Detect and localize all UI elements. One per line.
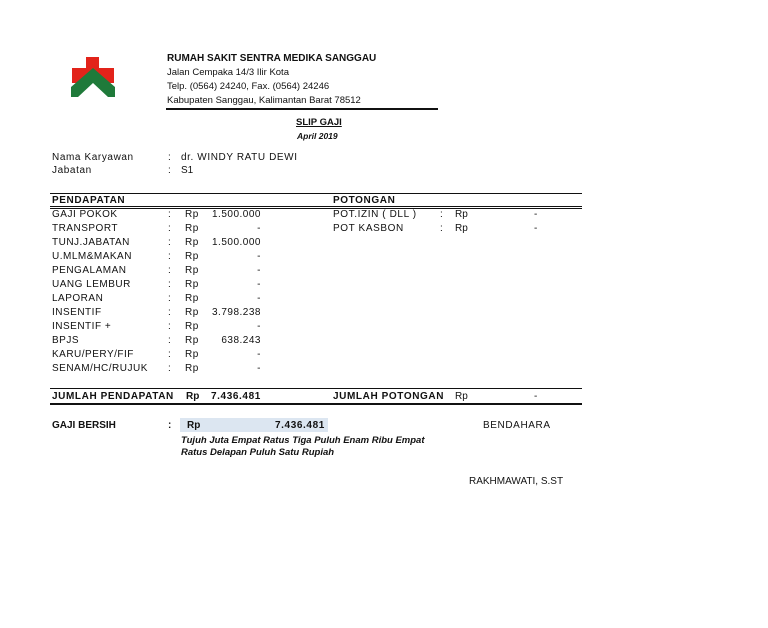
- net-salary-currency: Rp: [187, 420, 201, 431]
- hospital-region: Kabupaten Sanggau, Kalimantan Barat 78512: [167, 95, 361, 106]
- income-label: TUNJ.JABATAN: [52, 237, 130, 248]
- income-row: [52, 335, 572, 349]
- income-heading: PENDAPATAN: [52, 195, 126, 206]
- income-colon: :: [168, 363, 172, 374]
- income-colon: :: [168, 223, 172, 234]
- income-colon: :: [168, 237, 172, 248]
- income-currency: Rp: [185, 237, 199, 248]
- income-total-label: JUMLAH PENDAPATAN: [52, 391, 174, 402]
- employee-position-colon: :: [168, 165, 171, 176]
- income-row: [52, 223, 572, 237]
- income-colon: :: [168, 307, 172, 318]
- income-amount: -: [257, 251, 261, 262]
- income-colon: :: [168, 265, 172, 276]
- income-label: KARU/PERY/FIF: [52, 349, 134, 360]
- income-amount: 638.243: [221, 335, 261, 346]
- income-label: GAJI POKOK: [52, 209, 118, 220]
- deduction-colon: :: [440, 223, 443, 234]
- income-label: PENGALAMAN: [52, 265, 127, 276]
- income-amount: 3.798.238: [212, 307, 261, 318]
- hospital-phone: Telp. (0564) 24240, Fax. (0564) 24246: [167, 81, 330, 92]
- income-currency: Rp: [185, 223, 199, 234]
- income-currency: Rp: [185, 363, 199, 374]
- income-row: [52, 265, 572, 279]
- income-currency: Rp: [185, 279, 199, 290]
- income-colon: :: [168, 279, 172, 290]
- deductions-total-currency: Rp: [455, 391, 468, 402]
- income-label: INSENTIF: [52, 307, 102, 318]
- income-label: BPJS: [52, 335, 80, 346]
- income-amount: -: [257, 279, 261, 290]
- income-label: LAPORAN: [52, 293, 104, 304]
- employee-name-value: dr. WINDY RATU DEWI: [181, 152, 298, 163]
- income-amount: -: [257, 363, 261, 374]
- income-currency: Rp: [185, 265, 199, 276]
- income-currency: Rp: [185, 335, 199, 346]
- totals-top-rule: [50, 388, 582, 389]
- hospital-logo: [68, 55, 118, 101]
- net-salary-colon: :: [168, 420, 172, 431]
- income-currency: Rp: [185, 209, 199, 220]
- income-amount: -: [257, 293, 261, 304]
- deductions-total-label: JUMLAH POTONGAN: [333, 391, 445, 402]
- deduction-amount: -: [534, 209, 538, 220]
- income-colon: :: [168, 209, 172, 220]
- income-label: SENAM/HC/RUJUK: [52, 363, 148, 374]
- employee-position-label: Jabatan: [52, 165, 92, 176]
- income-row: [52, 279, 572, 293]
- income-colon: :: [168, 321, 172, 332]
- deduction-amount: -: [534, 223, 538, 234]
- signature-name: RAKHMAWATI, S.ST: [469, 476, 564, 487]
- income-total-currency: Rp: [186, 391, 200, 402]
- deductions-heading: POTONGAN: [333, 195, 396, 206]
- income-row: [52, 293, 572, 307]
- net-salary-label: GAJI BERSIH: [52, 420, 116, 431]
- section-double-rule-1: [50, 206, 582, 207]
- income-row: [52, 237, 572, 251]
- net-salary-words-line1: Tujuh Juta Empat Ratus Tiga Puluh Enam Ribu Empat: [181, 435, 425, 446]
- income-currency: Rp: [185, 349, 199, 360]
- deductions-total-amount: -: [534, 391, 538, 402]
- income-currency: Rp: [185, 251, 199, 262]
- deduction-label: POT KASBON: [333, 223, 404, 234]
- header-divider: [166, 108, 438, 110]
- income-amount: -: [257, 265, 261, 276]
- deduction-currency: Rp: [455, 223, 468, 234]
- section-top-rule: [50, 193, 582, 194]
- income-row: [52, 209, 572, 223]
- employee-name-label: Nama Karyawan: [52, 152, 134, 163]
- income-currency: Rp: [185, 293, 199, 304]
- income-colon: :: [168, 335, 172, 346]
- income-label: TRANSPORT: [52, 223, 118, 234]
- income-colon: :: [168, 293, 172, 304]
- income-amount: 1.500.000: [212, 237, 261, 248]
- hospital-name: RUMAH SAKIT SENTRA MEDIKA SANGGAU: [167, 53, 377, 64]
- income-row: [52, 307, 572, 321]
- income-row: [52, 349, 572, 363]
- income-label: INSENTIF +: [52, 321, 112, 332]
- income-row: [52, 321, 572, 335]
- income-currency: Rp: [185, 307, 199, 318]
- employee-name-colon: :: [168, 152, 171, 163]
- income-row: [52, 251, 572, 265]
- net-salary-words-line2: Ratus Delapan Puluh Satu Rupiah: [181, 447, 335, 458]
- income-label: UANG LEMBUR: [52, 279, 131, 290]
- deduction-colon: :: [440, 209, 443, 220]
- income-amount: -: [257, 321, 261, 332]
- deduction-currency: Rp: [455, 209, 468, 220]
- income-currency: Rp: [185, 321, 199, 332]
- slip-title: SLIP GAJI: [296, 117, 342, 128]
- deduction-label: POT.IZIN ( DLL ): [333, 209, 417, 220]
- income-label: U.MLM&MAKAN: [52, 251, 132, 262]
- employee-position-value: S1: [181, 165, 194, 176]
- income-amount: 1.500.000: [212, 209, 261, 220]
- income-amount: -: [257, 223, 261, 234]
- signature-role: BENDAHARA: [483, 420, 551, 431]
- income-colon: :: [168, 251, 172, 262]
- income-row: [52, 363, 572, 377]
- net-salary-amount: 7.436.481: [275, 420, 325, 431]
- income-total-amount: 7.436.481: [211, 391, 261, 402]
- totals-bottom-rule: [50, 403, 582, 405]
- income-colon: :: [168, 349, 172, 360]
- hospital-address: Jalan Cempaka 14/3 Ilir Kota: [167, 67, 289, 78]
- income-amount: -: [257, 349, 261, 360]
- slip-period: April 2019: [297, 131, 338, 141]
